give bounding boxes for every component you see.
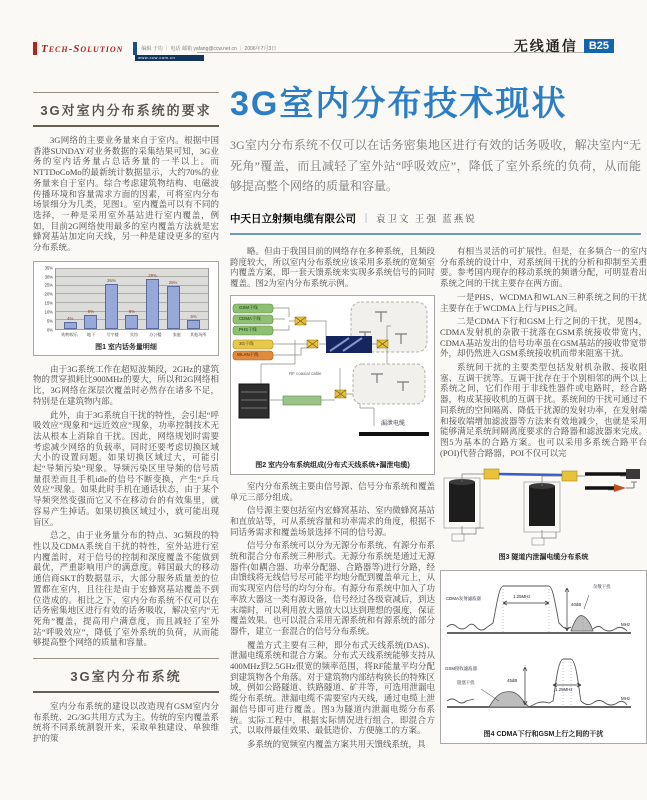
figure1-bar-value: 4% — [67, 315, 74, 321]
figure1-bar — [64, 269, 77, 329]
figure2-diagram — [230, 295, 435, 475]
figure1-x-tick: 写字楼 — [106, 331, 119, 337]
figure1-bar-rect — [167, 286, 180, 329]
figure1-y-tick: 20% — [44, 291, 53, 297]
figure4-label-gsm-rx-filter: GSM接收滤波器 — [445, 666, 477, 672]
left-paragraph-1: 3G网络的主要业务量来自于室内。根据中国香港SUNDAY对业务数据的采集结果可知，3G业务的室内话务量占总话务量的一半以上。而NTTDoCoMo的最新统计数据显示，大约70%的业务量来自于室内。综合考虑建筑物结构、电磁波传播环境和容量需求方面的因素，可将室内分布场景细分为几类，见图1。室内覆盖可以有不同的选择，一种是采用室外基站进行室内覆盖，例如，目前2G网络使用最多的室内覆盖方法就是宏蜂窝基站加定向天线，另一种是建设更多的室内分布系统。 — [33, 135, 219, 253]
article-lead: 3G室内分布系统不仅可以在话务密集地区进行有效的话务吸收，解决室内“无死角”覆盖，而且减轻了室外站“呼吸效应”，降低了室外系统的负荷，从而能够提高整个网络的质量和容量。 — [230, 138, 641, 194]
page-number-badge: B25 — [584, 39, 614, 53]
left-paragraph-5: 室内分布系统的建设以改造现有GSM室内分布系统、2G/3G共用方式为主。传统的室内覆盖系统将不同系统割裂开来，采取单独建设、单独维护的策 — [33, 701, 219, 744]
figure1-bar-value: 26% — [107, 278, 116, 284]
figure1-bar-value: 5% — [190, 314, 197, 320]
left-paragraph-4: 总之，由于业务量分布的特点、3G频段的特性以及CDMA系统自干扰的特性，室外站进行室内覆盖时，对于信号的控制和深度覆盖不能做到最优，严重影响用户的满意度。韩国最大的移动通信商SKT的数据显示，大部分服务质量差的位置都在室内，且往往是由于宏蜂窝基站覆盖不到位造成的。相比之下，室内分布系统不仅可以在话务密集地区进行有效的话务吸收，解决室内“无死角”覆盖，提高用户满意度，而且减轻了室外站“呼吸效应”，降低了室外系统的负荷，从而能够提高整个网络的质量和容量。 — [33, 530, 219, 648]
right-paragraph-4: 系统间干扰的主要类型包括发射机杂散、接收阻塞、互调干扰等。互调干扰存在于个别相邻的两个以上系统之间，它们作用于非线性器件或电路时，经合路器，构成某接收机的互调干扰。系统间的干扰可通过不同系统的空间隔离、降低干扰源的发射功率，在发射端和接收端增加滤波器等方法来有效地减少，也就是采用能够满足系统间隔离度要求的合路器和滤波器来完成。图5为基本的合路方案。也可以采用多系统合路平台(POI)代替合路器，POI不仅可以完 — [440, 362, 647, 458]
figure1-caption: 图1 室内话务量明细 — [95, 343, 157, 351]
figure1-y-tick: 35% — [44, 265, 53, 271]
figure1-bar — [146, 269, 159, 329]
figure2-label-3g: 3G干线 — [239, 340, 254, 346]
figure2-label-wlan: WLAN干线 — [237, 351, 259, 357]
section-title: 无线通信 — [513, 40, 578, 55]
figure1-x-tick: 宾馆 — [129, 331, 139, 337]
figure1-y-tick: 30% — [44, 274, 53, 280]
figure1-y-tick: 0% — [46, 327, 53, 333]
middle-paragraph-4: 信号分布系统可以分为无源分布系统、有源分布系统和混合分布系统三种形式。无源分布系统是通过无源器件(如耦合器、功率分配器、合路器等)进行分路，经由馈线将无线信号尽可能平均地分配到覆盖单元上，从而实现室内信号的均匀分布。有源分布系统中加入了功率放大器这一类有源设备，信号经过各级衰减后，到达末端时，可以利用放大器放大以达到理想的强度，保证覆盖效果。也可以混合采用无源系统和有源系统的部分器件，建立一套混合的信号分布系统。 — [230, 540, 435, 636]
figure1-bar-rect — [105, 284, 118, 329]
left-paragraph-2: 由于3G系统工作在超短波频段，2GHz的建筑物的贯穿损耗比900MHz的要大，所以和2G网络相比，3G网络在深层次覆盖时必然存在诸多不足，特别是在建筑物内部。 — [33, 363, 219, 406]
figure1-chart — [33, 261, 219, 356]
middle-paragraph-5: 覆盖方式主要有三种，即分布式天线系统(DAS)、泄漏电缆系统和混合方案。分布式天线系统能够支持从400MHz到2.5GHz很宽的频率范围，将RF能量平均分配到建筑物各个角落。对于建筑物内部结构狭长的特殊区域，例如公路隧道、铁路隧道、矿井等，可选用泄漏电缆分布系统。泄漏电缆不需要室内天线，通过电缆上泄漏信号即可进行覆盖。图3为隧道内泄漏电缆分布系统。实际工程中，根据实际情况进行组合，即混合方式，以取得最佳效果、最低造价、方便施工的方案。 — [230, 639, 435, 736]
figure1-bar — [167, 269, 180, 329]
figure4-diagram — [440, 570, 647, 744]
figure1-bar-rect — [84, 315, 97, 329]
right-paragraph-1: 有相当灵活的可扩展性。但是，在多频合一的室内分布系统的设计中，对系统间干扰的分析和抑制至关重要。参考国内现存的移动系统的频谱分配，可明显看出系统之间的干扰主要存在两方面。 — [440, 246, 647, 289]
byline-separator: ｜ — [361, 213, 371, 225]
figure1-x-labels — [55, 330, 213, 338]
figure1-plot — [55, 268, 209, 330]
figure2-caption: 图2 室内分布系统组成(分布式天线系统+漏泄电缆) — [255, 461, 410, 469]
figure1-bar — [84, 269, 97, 329]
brand-block — [33, 42, 276, 55]
figure1-y-tick: 5% — [46, 318, 53, 324]
figure2-label-cdma: CDMA干线 — [239, 315, 261, 321]
figure3-drawing-icon — [440, 466, 647, 546]
middle-column — [230, 246, 435, 753]
article-header — [230, 86, 641, 235]
site-url: www.ccw.com.cn — [135, 55, 204, 61]
figure1-bar-value: 29% — [148, 273, 157, 279]
figure1-bar-rect — [146, 279, 159, 329]
right-paragraph-3: 二是CDMA下行和GSM上行之间的干扰，见图4。CDMA发射机的杂散干扰落在GSM系统接收带宽内，CDMA基站发出的信号功率虽在GSM基站的接收带宽带外，却仍然进入GSM系统接收机而带来阻塞干扰。 — [440, 316, 647, 359]
figure1-y-tick: 10% — [44, 309, 53, 315]
figure1-bar-value: 8% — [87, 309, 94, 315]
figure1-bar-value: 25% — [168, 279, 178, 285]
brand-bar-icon — [33, 42, 37, 55]
figure1-bar — [105, 269, 118, 329]
figure1-x-tick: 地下 — [87, 331, 96, 337]
figure1-x-tick: 家庭 — [172, 331, 181, 337]
figure1-x-tick: 购物娱乐 — [61, 331, 78, 337]
section-2-title: 3G室内分布系统 — [70, 669, 182, 685]
figure4-label-spurious: 杂散干扰 — [593, 584, 611, 590]
section-1-title: 3G对室内分布系统的要求 — [40, 103, 212, 118]
page-header — [33, 36, 614, 60]
section-header-1 — [33, 92, 219, 127]
brand-name: Tech-Solution — [41, 42, 124, 55]
figure3-caption: 图3 隧道内泄漏电缆分布系统 — [498, 554, 589, 562]
middle-paragraph-3: 信号源主要包括室内宏蜂窝基站、室内微蜂窝基站和直放站等，可从系统容量和功率需求的角度，根据不同话务需求和覆盖场景选择不同的信号源。 — [230, 505, 435, 537]
middle-paragraph-6: 多系统的宽频室内覆盖方案共用天馈线系统，具 — [247, 738, 426, 749]
article-title: 3G室内分布技术现状 — [230, 85, 568, 123]
right-paragraph-2: 一是PHS、WCDMA和WLAN三种系统之间的干扰主要存在于WCDMA上行与PHS之间。 — [440, 291, 647, 313]
figure4-label-blocking: 阻塞干扰 — [457, 680, 475, 686]
figure4-caption: 图4 CDMA下行和GSM上行之间的干扰 — [483, 731, 604, 739]
figure1-bar-value: 8% — [128, 309, 136, 315]
figure1-x-tick: 办公楼 — [149, 331, 162, 337]
byline — [230, 210, 641, 235]
figure1-bar-rect — [187, 320, 200, 329]
right-column — [440, 246, 647, 750]
figure1-x-tick: 其他场所 — [190, 331, 207, 337]
section-header-2 — [33, 658, 219, 693]
figure2-label-rf-cable: RF coaxial cable — [289, 370, 322, 376]
figure4-label-cdma-tx-filter: CDMA发射滤波器 — [446, 596, 481, 602]
figure2-label-gsm: GSM干线 — [239, 304, 258, 310]
figure1-bar — [125, 269, 138, 329]
figure4-label-db-top: 40dB — [571, 602, 582, 608]
figure4-label-axis-top: MHz — [621, 622, 631, 628]
figure1-bar-rect — [125, 315, 138, 329]
byline-organization: 中天日立射频电缆有限公司 — [230, 213, 356, 225]
left-paragraph-3: 此外，由于3G系统自干扰的特性，会引起“呼吸效应”现象和“远近效应”现象，功率控制技术无法从根本上消除自干扰。因此，网络规划时需要考虑减少网络的负载率，同时还要考虑切换区域大小的设置问题。如果切换区域过大，可能引起“导频污染”现象。导频污染区里导频的信号质量很差而且手机idle的信号不断变换，产生“乒乓效应”现象。如果此时手机在通话状态，由于某个导频突然变强而它又不在移动台的有效集里，就容易产生掉话。如果切换区域过小，就可能出现盲区。 — [33, 409, 219, 527]
figure1-bar-rect — [64, 322, 77, 329]
figure2-label-leaky-cable: 漏泄电缆 — [381, 420, 406, 427]
editor-meta: 编辑 于功 ｜ 电话 邮箱 yafang@ccw.net.cn ｜ 2006年7月3日 — [141, 46, 277, 52]
figure1-y-tick: 25% — [44, 282, 53, 288]
figure4-label-db-bottom: 45dB — [507, 678, 518, 684]
left-column — [33, 92, 219, 747]
figure1-bar — [187, 269, 200, 329]
figure4-label-bandwidth-top: 1.25MHz — [513, 594, 531, 600]
figure3-diagram — [440, 466, 647, 562]
middle-paragraph-2: 室内分布系统主要由信号源、信号分布系统和覆盖单元三部分组成。 — [230, 480, 435, 502]
figure4-label-bandwidth-bottom: 1.25MHz — [555, 687, 573, 693]
figure1-y-tick: 15% — [44, 300, 53, 306]
byline-authors: 袁卫文 王强 蓝燕锐 — [376, 214, 477, 225]
figure4-label-axis-bottom: MHz — [621, 696, 631, 702]
figure2-label-phs: PHS干线 — [239, 326, 257, 332]
section-block — [514, 36, 614, 56]
meta-bar-icon — [133, 42, 137, 55]
figure1-plotwrap — [44, 265, 209, 333]
middle-paragraph-1: 略。但由于我国目前的网络存在多种系统，且频段跨度较大，所以室内分布系统应该采用多系统的宽频室内覆盖方案，即一套天馈系统来实现多系统信号的同时覆盖。图2为室内分布系统示例。 — [230, 246, 435, 289]
